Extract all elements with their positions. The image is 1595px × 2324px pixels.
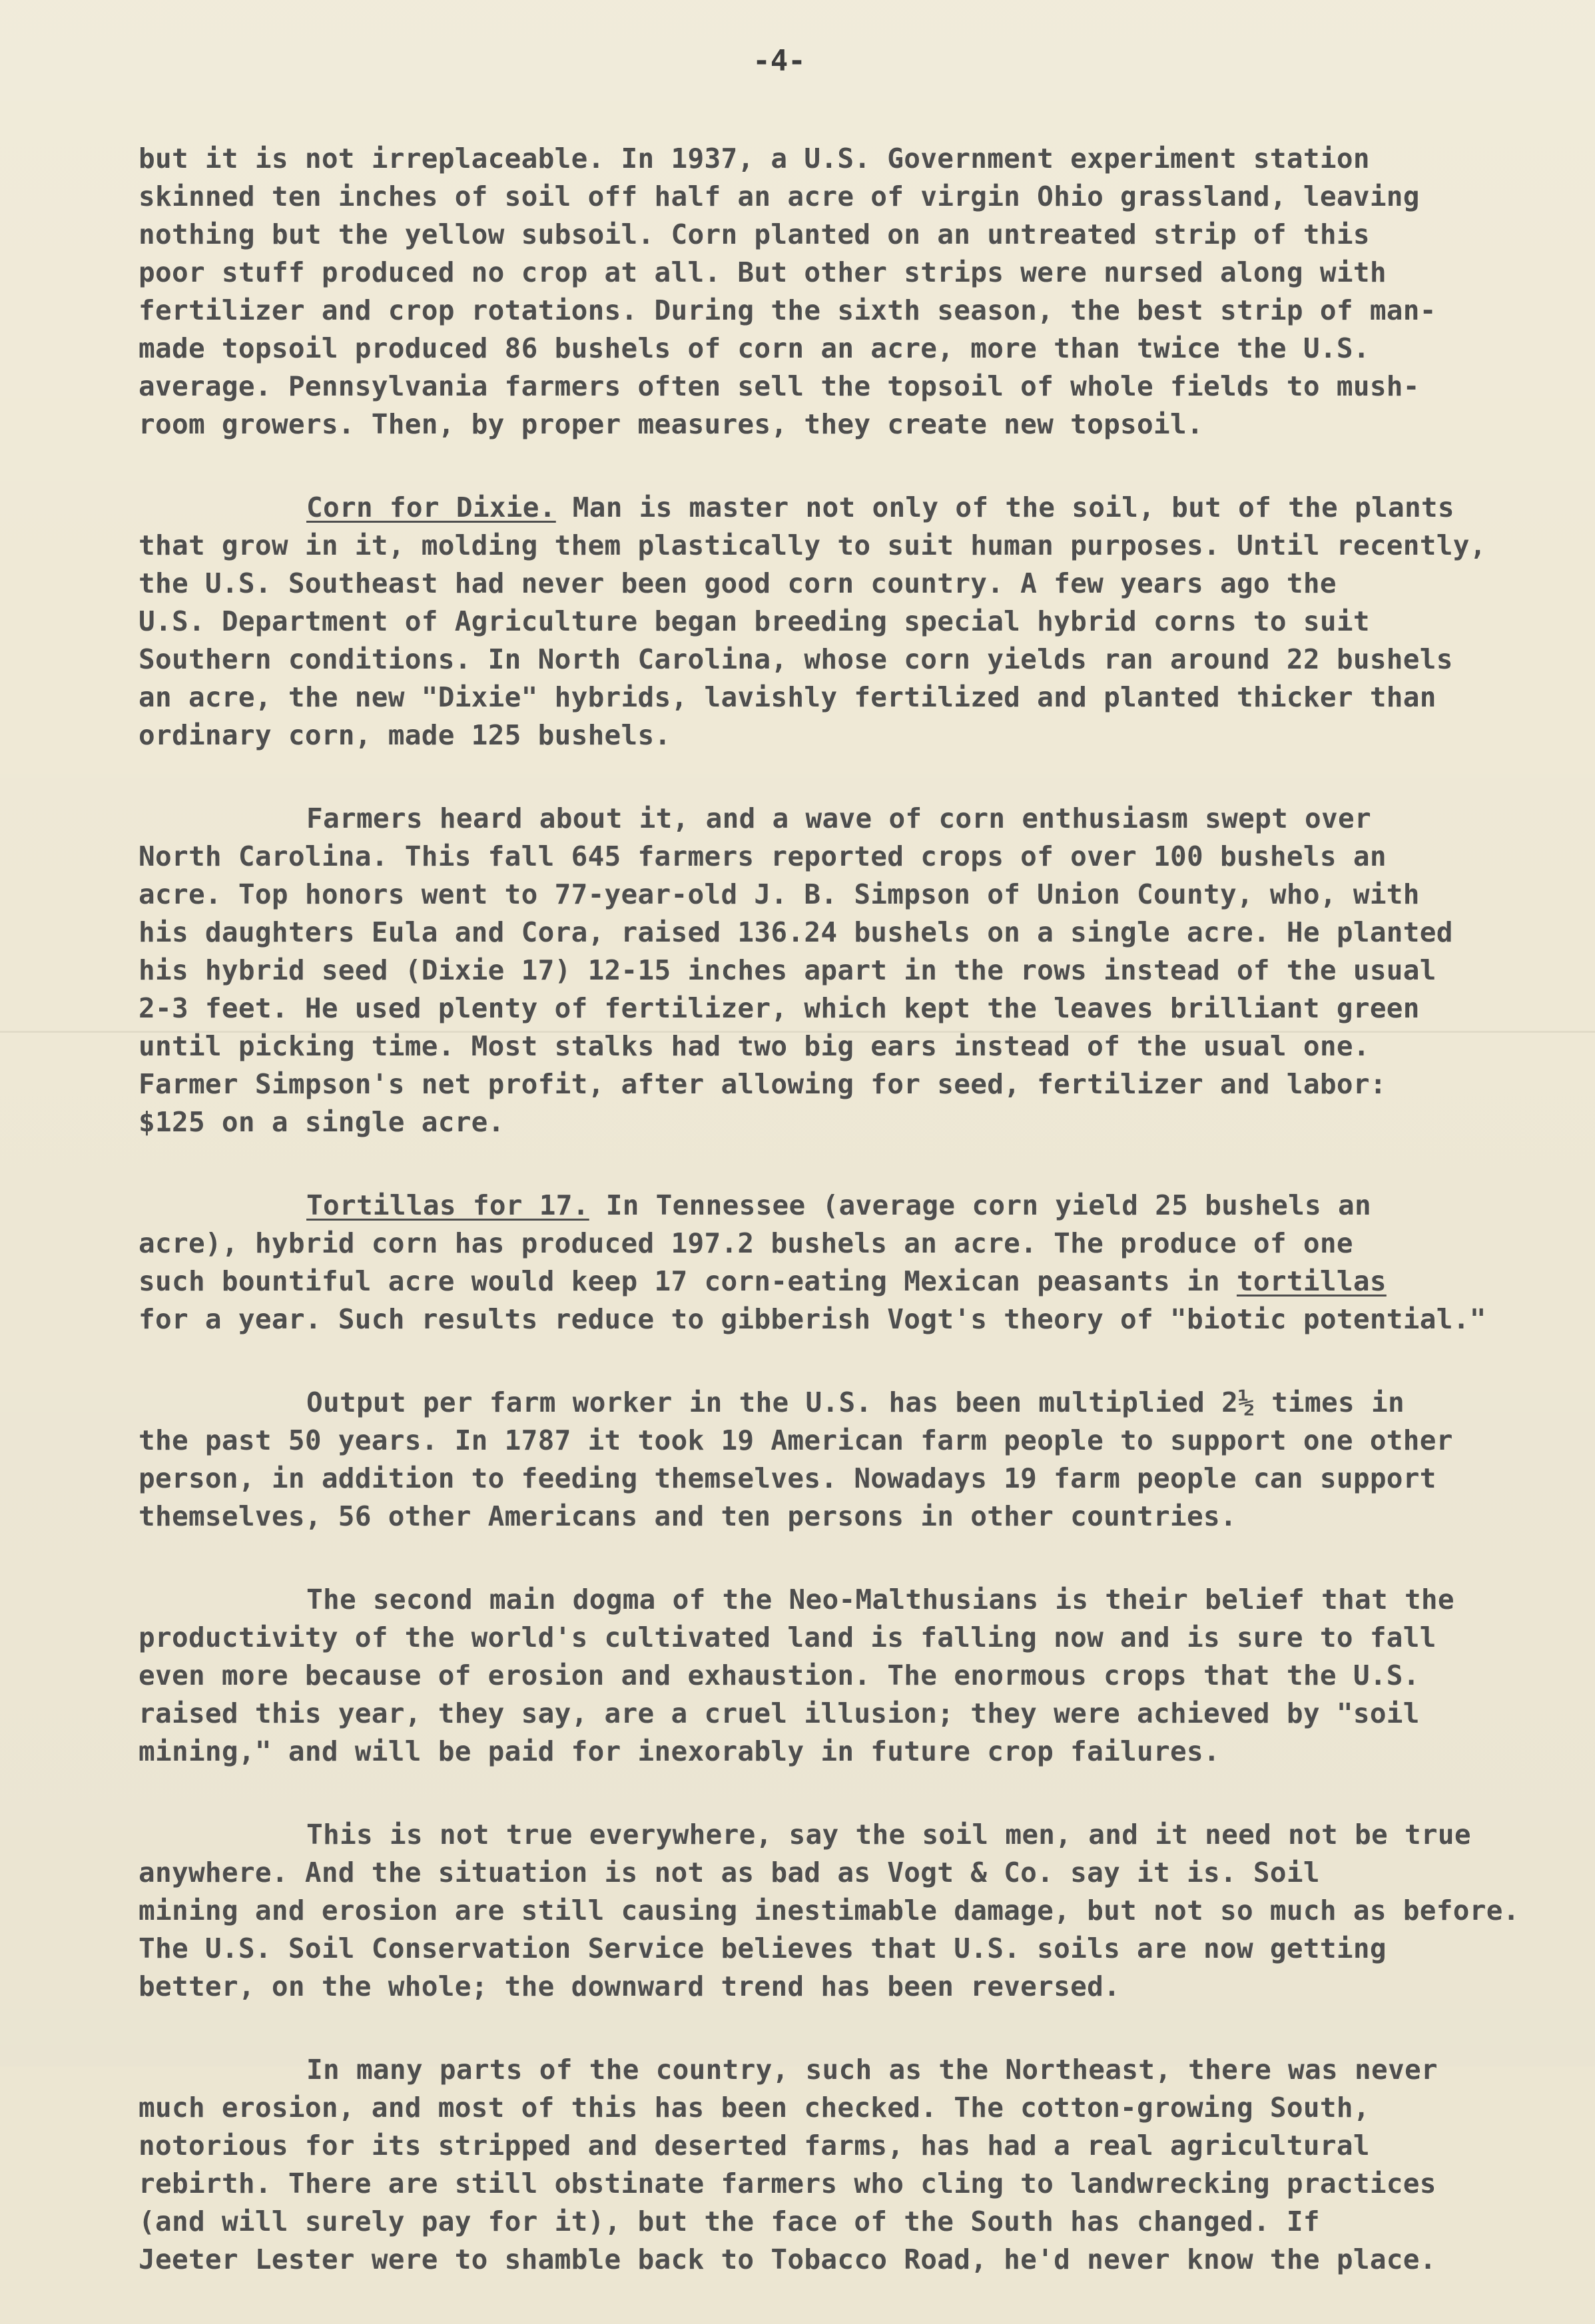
text-line: the U.S. Southeast had never been good corn country. A few years ago the [139, 567, 1337, 599]
text-line: U.S. Department of Agriculture began breeding special hybrid corns to suit [139, 605, 1370, 637]
text-line: person, in addition to feeding themselves. Nowadays 19 farm people can support [139, 1462, 1436, 1494]
text-line: raised this year, they say, are a cruel illusion; they were achieved by "soil [139, 1697, 1420, 1729]
text-line: but it is not irreplaceable. In 1937, a U.S. Government experiment station [139, 143, 1370, 174]
text-line [139, 1384, 1524, 1422]
text-line: much erosion, and most of this has been checked. The cotton-growing South, [139, 2092, 1370, 2124]
text-line: fertilizer and crop rotations. During the sixth season, the best strip of man- [139, 294, 1436, 326]
underlined-word-tortillas: tortillas [1236, 1265, 1387, 1297]
text-line: average. Pennsylvania farmers often sell the topsoil of whole fields to mush- [139, 370, 1420, 402]
text-line [139, 800, 1524, 838]
text-line [139, 1816, 1524, 1854]
text-line [139, 489, 1524, 527]
text-line-rest: In Tennessee (average corn yield 25 bushels an [589, 1189, 1371, 1221]
text-line: his daughters Eula and Cora, raised 136.24 bushels on a single acre. He planted [139, 916, 1453, 948]
text-line: 2-3 feet. He used plenty of fertilizer, which kept the leaves brilliant green [139, 992, 1420, 1024]
text-line: acre. Top honors went to 77-year-old J. B. Simpson of Union County, who, with [139, 878, 1420, 910]
text-line [139, 1187, 1524, 1225]
text-line: for a year. Such results reduce to gibberish Vogt's theory of "biotic potential." [139, 1303, 1486, 1335]
text-line: (and will surely pay for it), but the face of the South has changed. If [139, 2205, 1320, 2237]
text-line: skinned ten inches of soil off half an acre of virgin Ohio grassland, leaving [139, 180, 1420, 212]
paragraph-northeast [139, 2051, 1524, 2279]
text-line: rebirth. There are still obstinate farmers who cling to landwrecking practices [139, 2168, 1436, 2199]
text-line: the past 50 years. In 1787 it took 19 American farm people to support one other [139, 1424, 1453, 1456]
text-line-rest: Man is master not only of the soil, but of the plants [555, 491, 1454, 523]
text-line: mining and erosion are still causing inestimable damage, but not so much as before. [139, 1894, 1520, 1926]
text-line: his hybrid seed (Dixie 17) 12-15 inches apart in the rows instead of the usual [139, 954, 1436, 986]
section-heading-corn-for-dixie: Corn for Dixie. [306, 491, 556, 523]
text-line: ordinary corn, made 125 bushels. [139, 719, 671, 751]
paragraph-output [139, 1384, 1524, 1536]
text-line: even more because of erosion and exhaustion. The enormous crops that the U.S. [139, 1659, 1420, 1691]
paragraph-topsoil [139, 140, 1524, 443]
text-line: Southern conditions. In North Carolina, whose corn yields ran around 22 bushels [139, 643, 1453, 675]
text-line: room growers. Then, by proper measures, they create new topsoil. [139, 408, 1203, 440]
paragraph-tortillas [139, 1187, 1524, 1338]
section-heading-tortillas: Tortillas for 17. [306, 1189, 589, 1221]
text-line: nothing but the yellow subsoil. Corn planted on an untreated strip of this [139, 218, 1370, 250]
text-line: until picking time. Most stalks had two big ears instead of the usual one. [139, 1030, 1370, 1062]
text-line: The U.S. Soil Conservation Service believes that U.S. soils are now getting [139, 1932, 1387, 1964]
text-line-rest: In many parts of the country, such as the Northeast, there was never [306, 2054, 1438, 2086]
text-line-rest: This is not true everywhere, say the soil men, and it need not be true [306, 1819, 1471, 1851]
body-text [139, 140, 1524, 2324]
text-line-part: such bountiful acre would keep 17 corn-eating Mexican peasants in [139, 1265, 1237, 1297]
paragraph-farmers [139, 800, 1524, 1141]
text-line-rest: The second main dogma of the Neo-Malthusians is their belief that the [306, 1584, 1454, 1615]
text-line: North Carolina. This fall 645 farmers reported crops of over 100 bushels an [139, 840, 1387, 872]
text-line: productivity of the world's cultivated land is falling now and is sure to fall [139, 1621, 1436, 1653]
text-line [139, 1581, 1524, 1619]
text-line: acre), hybrid corn has produced 197.2 bushels an acre. The produce of one [139, 1227, 1353, 1259]
text-line: $125 on a single acre. [139, 1106, 505, 1138]
text-line-rest: Farmers heard about it, and a wave of corn enthusiasm swept over [306, 802, 1371, 834]
text-line: an acre, the new "Dixie" hybrids, lavishly fertilized and planted thicker than [139, 681, 1436, 713]
text-line: that grow in it, molding them plastically to suit human purposes. Until recently, [139, 529, 1486, 561]
text-line: made topsoil produced 86 bushels of corn an acre, more than twice the U.S. [139, 332, 1370, 364]
text-line [139, 1263, 1524, 1301]
text-line: better, on the whole; the downward trend has been reversed. [139, 1970, 1121, 2002]
paragraph-corn-for-dixie [139, 489, 1524, 754]
paragraph-neo-malthusians [139, 1581, 1524, 1771]
text-line: notorious for its stripped and deserted farms, has had a real agricultural [139, 2130, 1370, 2162]
text-line: poor stuff produced no crop at all. But other strips were nursed along with [139, 256, 1387, 288]
text-line: Jeeter Lester were to shamble back to Tobacco Road, he'd never know the place. [139, 2243, 1436, 2275]
text-line: Farmer Simpson's net profit, after allowing for seed, fertilizer and labor: [139, 1068, 1387, 1100]
text-line: mining," and will be paid for inexorably in future crop failures. [139, 1735, 1220, 1767]
paragraph-soil-men [139, 1816, 1524, 2006]
text-line: themselves, 56 other Americans and ten persons in other countries. [139, 1500, 1237, 1532]
text-line: anywhere. And the situation is not as bad as Vogt & Co. say it is. Soil [139, 1857, 1320, 1888]
text-line-rest: Output per farm worker in the U.S. has been multiplied 2½ times in [306, 1386, 1405, 1418]
text-line [139, 2051, 1524, 2089]
page-number: -4- [753, 44, 806, 78]
